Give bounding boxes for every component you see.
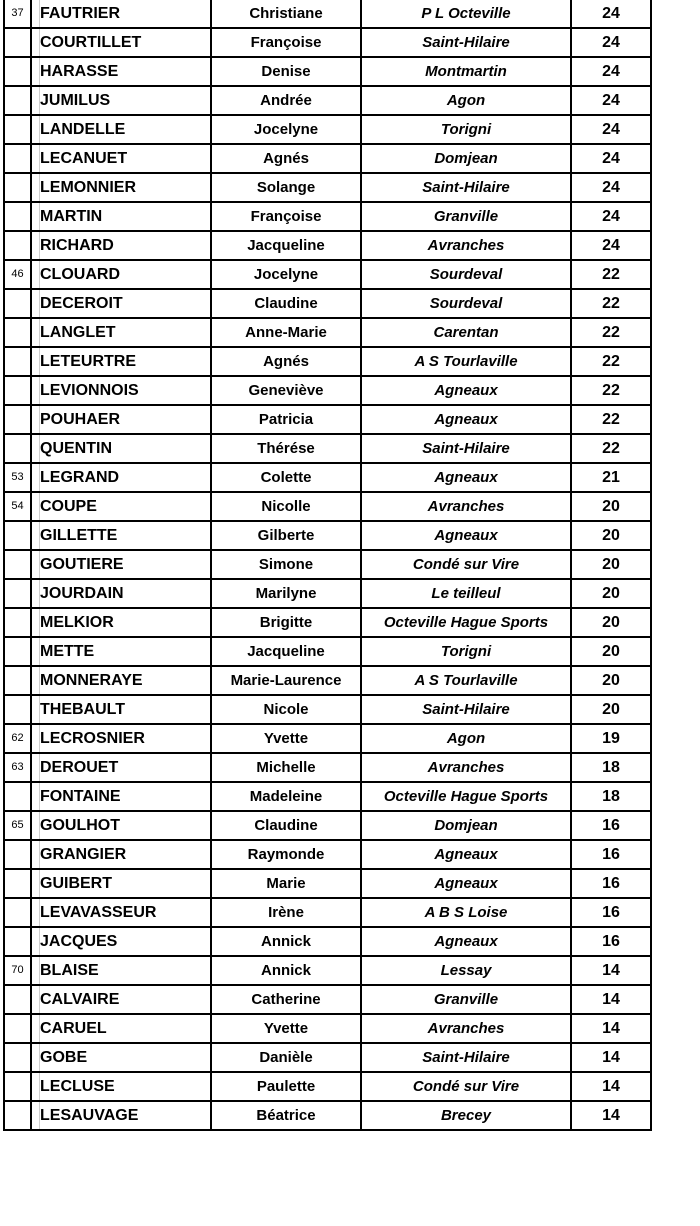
club-cell: Granville: [361, 985, 571, 1014]
gutter-cell: [31, 231, 40, 260]
lastname-cell: DEROUET: [40, 753, 212, 782]
firstname-cell: Yvette: [211, 1014, 361, 1043]
rank-cell: [4, 405, 31, 434]
table-row: [4, 144, 651, 173]
points-cell: 20: [571, 637, 651, 666]
lastname-cell: POUHAER: [40, 405, 212, 434]
rank-cell: [4, 57, 31, 86]
firstname-cell: Paulette: [211, 1072, 361, 1101]
club-cell: Agon: [361, 724, 571, 753]
gutter-cell: [31, 927, 40, 956]
rank-cell: 65: [4, 811, 31, 840]
firstname-cell: Madeleine: [211, 782, 361, 811]
lastname-cell: HARASSE: [40, 57, 212, 86]
club-cell: A S Tourlaville: [361, 347, 571, 376]
lastname-cell: GOUTIERE: [40, 550, 212, 579]
firstname-cell: Marie-Laurence: [211, 666, 361, 695]
club-cell: Saint-Hilaire: [361, 1043, 571, 1072]
lastname-cell: MARTIN: [40, 202, 212, 231]
firstname-cell: Colette: [211, 463, 361, 492]
firstname-cell: Françoise: [211, 202, 361, 231]
firstname-cell: Marie: [211, 869, 361, 898]
club-cell: Agneaux: [361, 521, 571, 550]
points-cell: 20: [571, 695, 651, 724]
table-row: [4, 405, 651, 434]
firstname-cell: Denise: [211, 57, 361, 86]
club-cell: Avranches: [361, 1014, 571, 1043]
firstname-cell: Nicole: [211, 695, 361, 724]
points-cell: 16: [571, 869, 651, 898]
firstname-cell: Jacqueline: [211, 231, 361, 260]
rank-cell: [4, 173, 31, 202]
club-cell: Avranches: [361, 231, 571, 260]
lastname-cell: QUENTIN: [40, 434, 212, 463]
rank-cell: 62: [4, 724, 31, 753]
lastname-cell: COUPE: [40, 492, 212, 521]
club-cell: Octeville Hague Sports: [361, 608, 571, 637]
club-cell: Agneaux: [361, 376, 571, 405]
lastname-cell: BLAISE: [40, 956, 212, 985]
table-row: [4, 1072, 651, 1101]
club-cell: Lessay: [361, 956, 571, 985]
points-cell: 20: [571, 666, 651, 695]
lastname-cell: LEVIONNOIS: [40, 376, 212, 405]
points-cell: 16: [571, 840, 651, 869]
lastname-cell: RICHARD: [40, 231, 212, 260]
gutter-cell: [31, 579, 40, 608]
firstname-cell: Marilyne: [211, 579, 361, 608]
lastname-cell: JOURDAIN: [40, 579, 212, 608]
club-cell: Domjean: [361, 811, 571, 840]
lastname-cell: THEBAULT: [40, 695, 212, 724]
lastname-cell: MONNERAYE: [40, 666, 212, 695]
table-row: [4, 695, 651, 724]
table-row: [4, 115, 651, 144]
lastname-cell: DECEROIT: [40, 289, 212, 318]
table-row: [4, 985, 651, 1014]
points-cell: 16: [571, 811, 651, 840]
club-cell: Brecey: [361, 1101, 571, 1130]
firstname-cell: Simone: [211, 550, 361, 579]
lastname-cell: GRANGIER: [40, 840, 212, 869]
rank-cell: [4, 579, 31, 608]
club-cell: Sourdeval: [361, 289, 571, 318]
ranking-table-body: [4, 0, 651, 1130]
points-cell: 22: [571, 318, 651, 347]
table-row: [4, 840, 651, 869]
lastname-cell: CALVAIRE: [40, 985, 212, 1014]
points-cell: 16: [571, 898, 651, 927]
points-cell: 20: [571, 608, 651, 637]
table-row: [4, 202, 651, 231]
points-cell: 18: [571, 753, 651, 782]
table-row: [4, 724, 651, 753]
club-cell: Torigni: [361, 637, 571, 666]
table-row: [4, 57, 651, 86]
table-row: [4, 28, 651, 57]
table-row: [4, 289, 651, 318]
table-row: [4, 521, 651, 550]
lastname-cell: LECANUET: [40, 144, 212, 173]
points-cell: 20: [571, 521, 651, 550]
rank-cell: 46: [4, 260, 31, 289]
points-cell: 24: [571, 231, 651, 260]
lastname-cell: LEVAVASSEUR: [40, 898, 212, 927]
gutter-cell: [31, 521, 40, 550]
gutter-cell: [31, 1072, 40, 1101]
lastname-cell: JACQUES: [40, 927, 212, 956]
points-cell: 22: [571, 260, 651, 289]
points-cell: 14: [571, 1072, 651, 1101]
table-row: [4, 898, 651, 927]
firstname-cell: Agnés: [211, 144, 361, 173]
lastname-cell: METTE: [40, 637, 212, 666]
firstname-cell: Françoise: [211, 28, 361, 57]
gutter-cell: [31, 434, 40, 463]
table-row: [4, 782, 651, 811]
gutter-cell: [31, 260, 40, 289]
club-cell: Avranches: [361, 753, 571, 782]
points-cell: 24: [571, 57, 651, 86]
rank-cell: 63: [4, 753, 31, 782]
points-cell: 20: [571, 492, 651, 521]
gutter-cell: [31, 840, 40, 869]
points-cell: 24: [571, 28, 651, 57]
gutter-cell: [31, 318, 40, 347]
gutter-cell: [31, 57, 40, 86]
rank-cell: [4, 86, 31, 115]
table-row: [4, 1101, 651, 1130]
points-cell: 21: [571, 463, 651, 492]
firstname-cell: Agnés: [211, 347, 361, 376]
gutter-cell: [31, 492, 40, 521]
rank-cell: 54: [4, 492, 31, 521]
club-cell: Domjean: [361, 144, 571, 173]
rank-cell: [4, 985, 31, 1014]
table-row: [4, 231, 651, 260]
gutter-cell: [31, 115, 40, 144]
gutter-cell: [31, 1014, 40, 1043]
rank-cell: 53: [4, 463, 31, 492]
firstname-cell: Geneviève: [211, 376, 361, 405]
points-cell: 14: [571, 1043, 651, 1072]
rank-cell: [4, 1014, 31, 1043]
rank-cell: [4, 840, 31, 869]
points-cell: 22: [571, 405, 651, 434]
table-row: [4, 260, 651, 289]
table-row: [4, 811, 651, 840]
firstname-cell: Jocelyne: [211, 115, 361, 144]
club-cell: Condé sur Vire: [361, 550, 571, 579]
gutter-cell: [31, 869, 40, 898]
lastname-cell: LEMONNIER: [40, 173, 212, 202]
gutter-cell: [31, 202, 40, 231]
firstname-cell: Patricia: [211, 405, 361, 434]
club-cell: Agneaux: [361, 869, 571, 898]
rank-cell: [4, 869, 31, 898]
gutter-cell: [31, 550, 40, 579]
gutter-cell: [31, 608, 40, 637]
lastname-cell: LANDELLE: [40, 115, 212, 144]
table-row: [4, 1014, 651, 1043]
gutter-cell: [31, 753, 40, 782]
rank-cell: [4, 434, 31, 463]
gutter-cell: [31, 985, 40, 1014]
club-cell: A S Tourlaville: [361, 666, 571, 695]
lastname-cell: GUIBERT: [40, 869, 212, 898]
table-row: [4, 434, 651, 463]
gutter-cell: [31, 811, 40, 840]
points-cell: 22: [571, 434, 651, 463]
gutter-cell: [31, 376, 40, 405]
firstname-cell: Andrée: [211, 86, 361, 115]
table-row: [4, 956, 651, 985]
gutter-cell: [31, 405, 40, 434]
points-cell: 24: [571, 144, 651, 173]
gutter-cell: [31, 782, 40, 811]
rank-cell: [4, 550, 31, 579]
club-cell: A B S Loise: [361, 898, 571, 927]
rank-cell: [4, 28, 31, 57]
gutter-cell: [31, 289, 40, 318]
club-cell: Octeville Hague Sports: [361, 782, 571, 811]
gutter-cell: [31, 898, 40, 927]
firstname-cell: Catherine: [211, 985, 361, 1014]
ranking-table: [3, 0, 652, 1131]
rank-cell: [4, 782, 31, 811]
rank-cell: [4, 695, 31, 724]
firstname-cell: Béatrice: [211, 1101, 361, 1130]
table-row: [4, 0, 651, 28]
points-cell: 22: [571, 289, 651, 318]
firstname-cell: Thérése: [211, 434, 361, 463]
points-cell: 20: [571, 550, 651, 579]
firstname-cell: Annick: [211, 927, 361, 956]
rank-cell: [4, 927, 31, 956]
club-cell: Agon: [361, 86, 571, 115]
table-row: [4, 1043, 651, 1072]
table-row: [4, 869, 651, 898]
gutter-cell: [31, 956, 40, 985]
firstname-cell: Nicolle: [211, 492, 361, 521]
firstname-cell: Yvette: [211, 724, 361, 753]
points-cell: 22: [571, 347, 651, 376]
rank-cell: [4, 1072, 31, 1101]
points-cell: 24: [571, 202, 651, 231]
club-cell: Avranches: [361, 492, 571, 521]
lastname-cell: COURTILLET: [40, 28, 212, 57]
firstname-cell: Jocelyne: [211, 260, 361, 289]
rank-cell: [4, 666, 31, 695]
lastname-cell: LESAUVAGE: [40, 1101, 212, 1130]
table-row: [4, 579, 651, 608]
rank-cell: [4, 115, 31, 144]
table-row: [4, 550, 651, 579]
table-row: [4, 608, 651, 637]
table-row: [4, 753, 651, 782]
rank-cell: [4, 347, 31, 376]
lastname-cell: JUMILUS: [40, 86, 212, 115]
points-cell: 20: [571, 579, 651, 608]
points-cell: 18: [571, 782, 651, 811]
rank-cell: [4, 637, 31, 666]
rank-cell: 37: [4, 0, 31, 28]
rank-cell: [4, 521, 31, 550]
firstname-cell: Danièle: [211, 1043, 361, 1072]
gutter-cell: [31, 28, 40, 57]
firstname-cell: Irène: [211, 898, 361, 927]
firstname-cell: Michelle: [211, 753, 361, 782]
lastname-cell: LANGLET: [40, 318, 212, 347]
club-cell: Saint-Hilaire: [361, 173, 571, 202]
table-row: [4, 173, 651, 202]
points-cell: 14: [571, 985, 651, 1014]
gutter-cell: [31, 173, 40, 202]
gutter-cell: [31, 347, 40, 376]
rank-cell: [4, 608, 31, 637]
club-cell: Torigni: [361, 115, 571, 144]
lastname-cell: GOULHOT: [40, 811, 212, 840]
lastname-cell: FONTAINE: [40, 782, 212, 811]
gutter-cell: [31, 463, 40, 492]
gutter-cell: [31, 637, 40, 666]
points-cell: 24: [571, 86, 651, 115]
club-cell: Carentan: [361, 318, 571, 347]
club-cell: Condé sur Vire: [361, 1072, 571, 1101]
points-cell: 14: [571, 1014, 651, 1043]
points-cell: 24: [571, 0, 651, 28]
points-cell: 14: [571, 1101, 651, 1130]
firstname-cell: Annick: [211, 956, 361, 985]
rank-cell: [4, 144, 31, 173]
table-row: [4, 318, 651, 347]
club-cell: Le teilleul: [361, 579, 571, 608]
club-cell: Agneaux: [361, 840, 571, 869]
firstname-cell: Raymonde: [211, 840, 361, 869]
gutter-cell: [31, 86, 40, 115]
lastname-cell: LECLUSE: [40, 1072, 212, 1101]
firstname-cell: Claudine: [211, 289, 361, 318]
firstname-cell: Jacqueline: [211, 637, 361, 666]
points-cell: 19: [571, 724, 651, 753]
table-row: [4, 666, 651, 695]
firstname-cell: Christiane: [211, 0, 361, 28]
gutter-cell: [31, 1043, 40, 1072]
rank-cell: 70: [4, 956, 31, 985]
firstname-cell: Brigitte: [211, 608, 361, 637]
lastname-cell: LETEURTRE: [40, 347, 212, 376]
lastname-cell: LEGRAND: [40, 463, 212, 492]
lastname-cell: LECROSNIER: [40, 724, 212, 753]
club-cell: Agneaux: [361, 463, 571, 492]
points-cell: 14: [571, 956, 651, 985]
lastname-cell: CARUEL: [40, 1014, 212, 1043]
table-row: [4, 463, 651, 492]
firstname-cell: Gilberte: [211, 521, 361, 550]
firstname-cell: Anne-Marie: [211, 318, 361, 347]
gutter-cell: [31, 666, 40, 695]
gutter-cell: [31, 695, 40, 724]
rank-cell: [4, 289, 31, 318]
club-cell: Saint-Hilaire: [361, 695, 571, 724]
gutter-cell: [31, 0, 40, 28]
firstname-cell: Solange: [211, 173, 361, 202]
rank-cell: [4, 376, 31, 405]
gutter-cell: [31, 1101, 40, 1130]
club-cell: Saint-Hilaire: [361, 28, 571, 57]
rank-cell: [4, 898, 31, 927]
table-row: [4, 347, 651, 376]
points-cell: 16: [571, 927, 651, 956]
rank-cell: [4, 231, 31, 260]
lastname-cell: GILLETTE: [40, 521, 212, 550]
lastname-cell: MELKIOR: [40, 608, 212, 637]
lastname-cell: GOBE: [40, 1043, 212, 1072]
table-row: [4, 86, 651, 115]
table-row: [4, 492, 651, 521]
club-cell: Sourdeval: [361, 260, 571, 289]
table-row: [4, 376, 651, 405]
rank-cell: [4, 202, 31, 231]
club-cell: Agneaux: [361, 405, 571, 434]
rank-cell: [4, 1043, 31, 1072]
club-cell: Montmartin: [361, 57, 571, 86]
points-cell: 24: [571, 115, 651, 144]
gutter-cell: [31, 144, 40, 173]
lastname-cell: CLOUARD: [40, 260, 212, 289]
gutter-cell: [31, 724, 40, 753]
lastname-cell: FAUTRIER: [40, 0, 212, 28]
club-cell: Saint-Hilaire: [361, 434, 571, 463]
firstname-cell: Claudine: [211, 811, 361, 840]
points-cell: 24: [571, 173, 651, 202]
club-cell: P L Octeville: [361, 0, 571, 28]
table-row: [4, 637, 651, 666]
club-cell: Granville: [361, 202, 571, 231]
rank-cell: [4, 1101, 31, 1130]
club-cell: Agneaux: [361, 927, 571, 956]
rank-cell: [4, 318, 31, 347]
table-row: [4, 927, 651, 956]
points-cell: 22: [571, 376, 651, 405]
